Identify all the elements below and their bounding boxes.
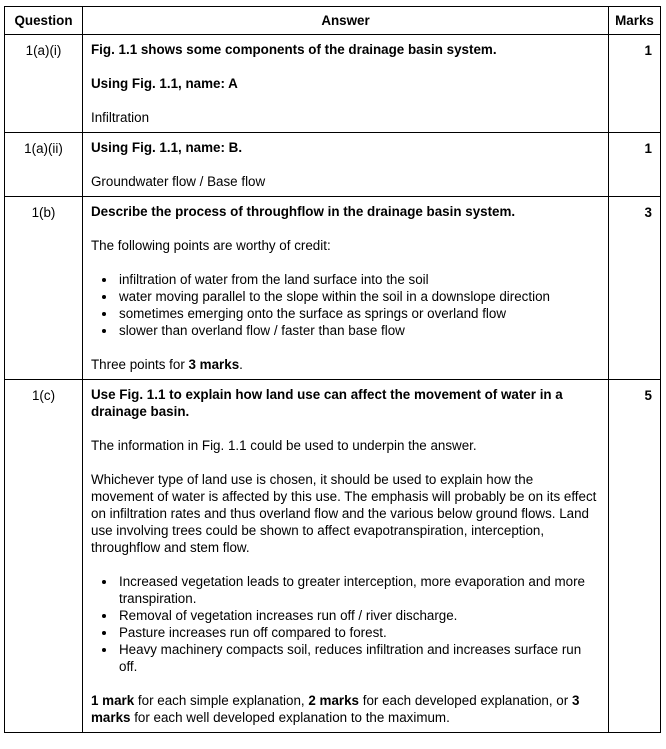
question-prompt: Describe the process of throughflow in the drainage basin system. (91, 204, 516, 219)
list-item: • Removal of vegetation increases run off / river discharge. (117, 607, 598, 624)
intro-text: The following points are worthy of credit: (91, 238, 331, 253)
question-prompt: Use Fig. 1.1 to explain how land use can affect the movement of water in a drainage basin. (91, 387, 563, 419)
question-prompt: Fig. 1.1 shows some components of the drainage basin system. (91, 42, 497, 57)
guidance-text: Three points for (91, 357, 189, 372)
answer-cell (83, 35, 609, 133)
answer-cell (83, 133, 609, 197)
marks-value: 1 (609, 133, 661, 197)
marking-guidance (91, 356, 598, 373)
answer-header: Answer (83, 7, 609, 35)
table-row (5, 380, 661, 733)
answer-cell (83, 197, 609, 380)
guidance-marks: 2 marks (308, 693, 360, 708)
list-item: • Heavy machinery compacts soil, reduces infiltration and increases surface run off. (117, 641, 598, 675)
table-row (5, 35, 661, 133)
question-number: 1(a)(i) (5, 35, 83, 133)
guidance-marks: 1 mark (91, 693, 135, 708)
guidance-marks: 3 marks (188, 357, 240, 372)
question-prompt-2: Using Fig. 1.1, name: A (91, 76, 238, 91)
list-item: • Increased vegetation leads to greater interception, more evaporation and more transpiration. (117, 573, 598, 607)
guidance-text: for each well developed explanation to the maximum. (130, 710, 450, 725)
list-item: • sometimes emerging onto the surface as springs or overland flow (117, 305, 598, 322)
table-row (5, 133, 661, 197)
guidance-marks: 3 marks (91, 693, 580, 725)
marks-header: Marks (609, 7, 661, 35)
question-header: Question (5, 7, 83, 35)
question-prompt: Using Fig. 1.1, name: B. (91, 140, 243, 155)
list-item: • slower than overland flow / faster than base flow (117, 322, 598, 339)
list-item: • water moving parallel to the slope within the soil in a downslope direction (117, 288, 598, 305)
paragraph: Whichever type of land use is chosen, it should be used to explain how the movement of water is affected by this use. The emphasis will probably be on its effect on infiltration rates and thus overland flow and the various below ground flows. Land use involving trees could be shown to affect evapotranspiration, interception, throughflow and stem flow. (91, 472, 597, 555)
list-item: • Pasture increases run off compared to forest. (117, 624, 598, 641)
marking-guidance (91, 692, 598, 726)
paragraph: The information in Fig. 1.1 could be used to underpin the answer. (91, 438, 477, 453)
list-item: • infiltration of water from the land surface into the soil (117, 271, 598, 288)
question-number: 1(a)(ii) (5, 133, 83, 197)
header-row (5, 7, 661, 35)
table-row (5, 197, 661, 380)
bullet-list (91, 573, 598, 675)
guidance-text: for each developed explanation, or (359, 693, 572, 708)
mark-scheme-table (4, 6, 661, 733)
marks-value: 3 (609, 197, 661, 380)
answer-text: Infiltration (91, 110, 150, 125)
marks-value: 1 (609, 35, 661, 133)
guidance-text: for each simple explanation, (134, 693, 309, 708)
question-number: 1(c) (5, 380, 83, 733)
answer-text: Groundwater flow / Base flow (91, 174, 266, 189)
answer-cell (83, 380, 609, 733)
question-number: 1(b) (5, 197, 83, 380)
guidance-text: . (239, 357, 243, 372)
marks-value: 5 (609, 380, 661, 733)
bullet-list (91, 271, 598, 339)
